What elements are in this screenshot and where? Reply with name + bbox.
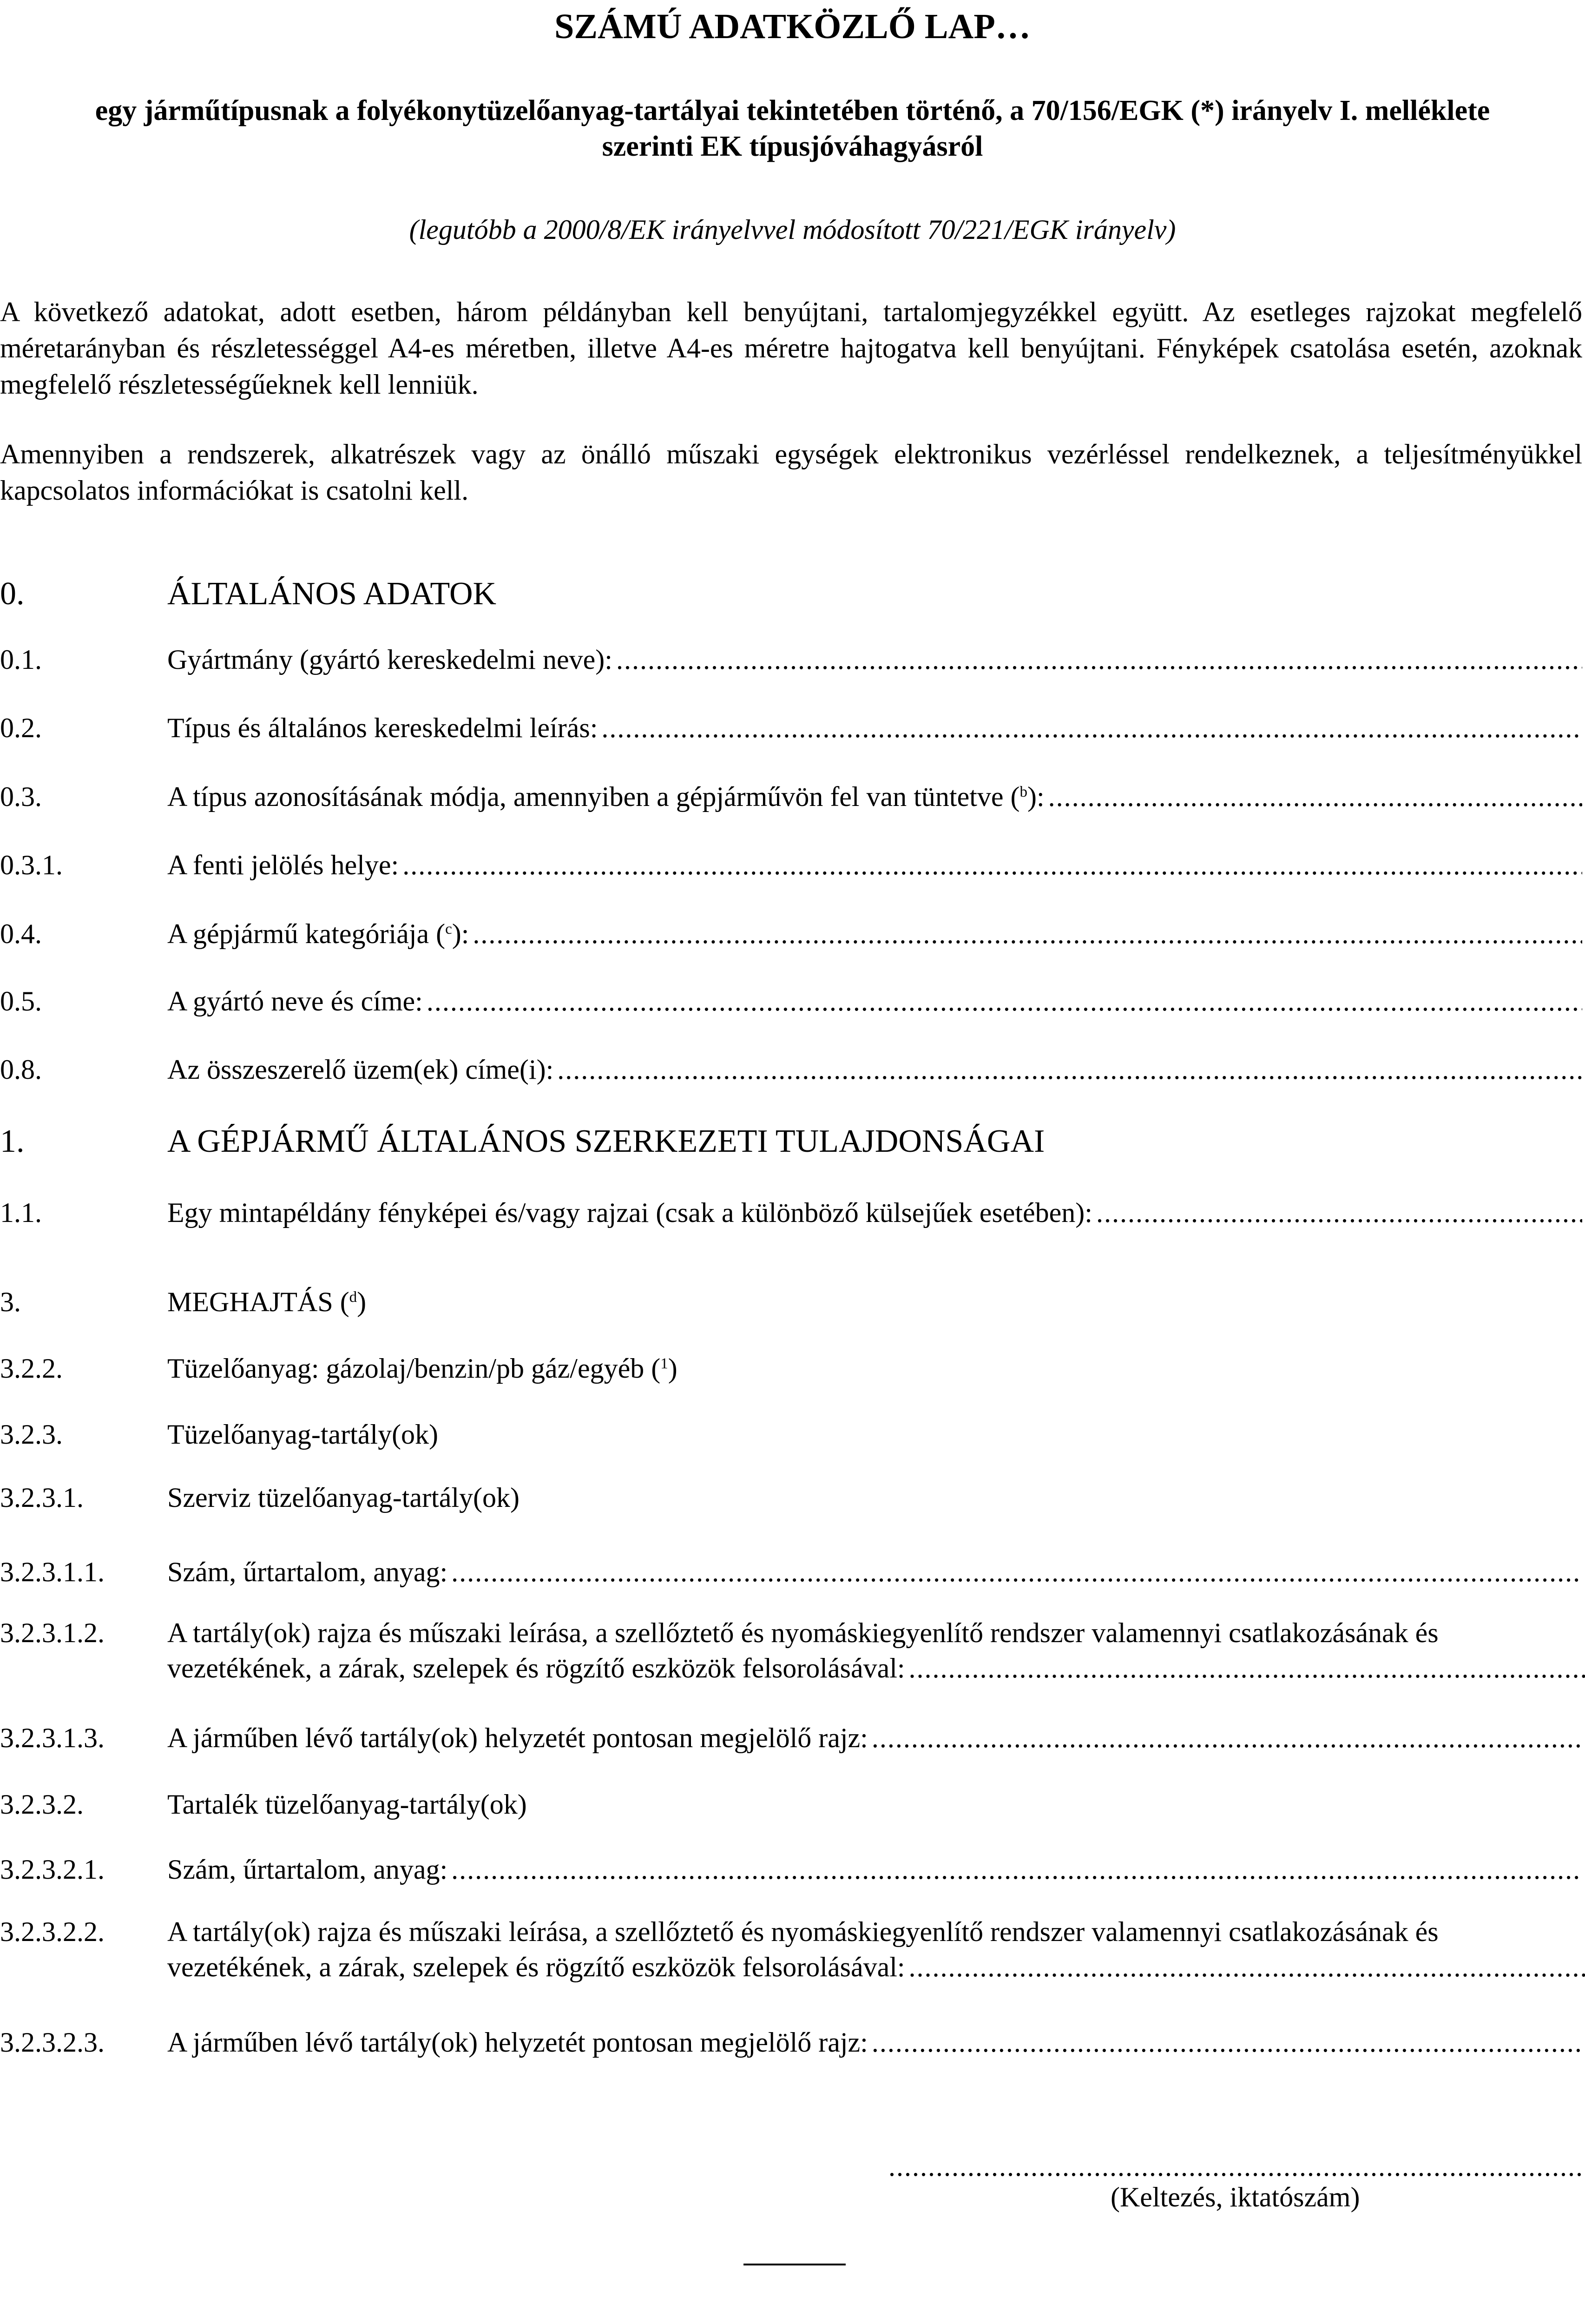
field-number: 1.1.	[0, 1197, 42, 1228]
footnote-ref: c	[445, 921, 452, 938]
field-number: 3.2.3.2.1.	[0, 1854, 105, 1885]
field-number: 0.1.	[0, 644, 42, 675]
field-number: 3.2.3.1.1.	[0, 1557, 105, 1587]
amended-directive-note: (legutóbb a 2000/8/EK irányelvvel módosított 70/221/EGK irányelv)	[409, 214, 1176, 245]
field-label: Tüzelőanyag-tartály(ok)	[167, 1419, 439, 1450]
field-number: 0.4.	[0, 918, 42, 949]
field-number: 3.2.2.	[0, 1353, 63, 1384]
fill-in-line	[402, 847, 1582, 883]
field-number: 0.8.	[0, 1054, 42, 1085]
field-label: Szám, űrtartalom, anyag:	[167, 1557, 448, 1587]
intro-paragraph-2: Amennyiben a rendszerek, alkatrészek vagy az önálló műszaki egységek elektronikus vezérléssel rendelkeznek, a teljesítményükkel kapcsolatos információkat is csatolni kell.	[0, 439, 1582, 506]
fill-in-line	[451, 1851, 1582, 1888]
field-number: 3.2.3.2.2.	[0, 1916, 105, 1947]
field-3-2-3-2-2	[0, 1914, 1582, 1985]
field-3-2-3-1	[0, 1479, 1582, 1516]
field-3-2-3	[0, 1416, 1582, 1452]
section-1-heading	[0, 1120, 1582, 1162]
fill-in-line	[601, 710, 1582, 746]
fill-in-line	[909, 1949, 1585, 1985]
field-3-2-3-2-3	[0, 2024, 1582, 2060]
field-0-3	[0, 779, 1582, 815]
field-label: A járműben lévő tartály(ok) helyzetét pontosan megjelölő rajz:	[167, 2027, 868, 2058]
field-number: 0.5.	[0, 986, 42, 1017]
field-label: A típus azonosításának módja, amennyiben a gépjárművön fel van tüntetve ($^b$):	[167, 781, 1045, 812]
signature-caption: (Keltezés, iktatószám)	[1111, 2182, 1360, 2212]
field-label: A gépjármű kategóriája ($^c$):	[167, 918, 469, 949]
field-label: Tüzelőanyag: gázolaj/benzin/pb gáz/egyéb ($^1$)	[167, 1353, 677, 1384]
field-1-1	[0, 1195, 1582, 1231]
section-title: A GÉPJÁRMŰ ÁLTALÁNOS SZERKEZETI TULAJDONSÁGAI	[167, 1123, 1045, 1159]
field-number: 3.2.3.	[0, 1419, 63, 1450]
field-3-2-3-2-1	[0, 1851, 1582, 1888]
field-label: A járműben lévő tartály(ok) helyzetét pontosan megjelölő rajz:	[167, 1723, 868, 1753]
fill-in-line	[1096, 1195, 1582, 1231]
footnote-ref: 1	[660, 1355, 668, 1373]
fill-in-line	[451, 1554, 1582, 1590]
field-3-2-2	[0, 1350, 1582, 1386]
field-label: Szerviz tüzelőanyag-tartály(ok)	[167, 1482, 520, 1513]
field-label: Gyártmány (gyártó kereskedelmi neve):	[167, 644, 612, 675]
field-label: A fenti jelölés helye:	[167, 850, 399, 880]
field-label-line2: vezetékének, a zárak, szelepek és rögzítő eszközök felsorolásával:	[167, 1952, 905, 1982]
fill-in-line	[473, 916, 1582, 952]
form-subtitle-line1: egy járműtípusnak a folyékonytüzelőanyag-tartályai tekintetében történő, a 70/156/EGK (*) irányelv I. melléklete	[95, 95, 1490, 126]
field-number: 3.2.3.2.3.	[0, 2027, 105, 2058]
footnote-ref: b	[1019, 784, 1027, 801]
fill-in-line	[872, 1720, 1582, 1756]
section-3-heading	[0, 1284, 1582, 1320]
field-label: Tartalék tüzelőanyag-tartály(ok)	[167, 1789, 527, 1820]
field-number: 0.3.	[0, 781, 42, 812]
field-label-line1: A tartály(ok) rajza és műszaki leírása, a szellőztető és nyomáskiegyenlítő rendszer valamennyi csatlakozásának és	[167, 1916, 1439, 1947]
field-number: 3.2.3.1.	[0, 1482, 84, 1513]
section-number: 1.	[0, 1123, 25, 1159]
field-0-4	[0, 916, 1582, 952]
field-3-2-3-1-1	[0, 1554, 1582, 1590]
field-label: Az összeszerelő üzem(ek) címe(i):	[167, 1054, 554, 1085]
intro-paragraph-1: A következő adatokat, adott esetben, három példányban kell benyújtani, tartalomjegyzékkel együtt. Az esetleges rajzokat megfelelő méretarányban és részletességgel A4-es méretben, illetve A4-es méretre hajtogatva kell benyújtani. Fényképek csatolása esetén, azoknak megfelelő részletességűeknek kell lenniük.	[0, 297, 1582, 400]
field-0-8	[0, 1051, 1582, 1088]
section-0-heading	[0, 573, 1582, 615]
fill-in-line	[872, 2024, 1582, 2060]
field-label-line2: vezetékének, a zárak, szelepek és rögzítő eszközök felsorolásával:	[167, 1653, 905, 1684]
fill-in-line	[1048, 779, 1582, 815]
field-number: 0.3.1.	[0, 850, 63, 880]
footnote-ref: d	[349, 1289, 357, 1306]
field-label: Típus és általános kereskedelmi leírás:	[167, 713, 598, 743]
fill-in-line	[557, 1051, 1582, 1088]
fill-in-line	[616, 641, 1582, 678]
fill-in-line	[427, 983, 1582, 1019]
form-subtitle-line2: szerinti EK típusjóváhagyásról	[602, 131, 983, 162]
field-label: Szám, űrtartalom, anyag:	[167, 1854, 448, 1885]
field-0-1	[0, 641, 1582, 678]
field-3-2-3-1-3	[0, 1720, 1582, 1756]
section-title: ÁLTALÁNOS ADATOK	[167, 576, 497, 612]
section-number: 3.	[0, 1287, 21, 1317]
fill-in-line	[909, 1651, 1585, 1686]
field-0-3-1	[0, 847, 1582, 883]
end-separator	[743, 2264, 846, 2265]
field-number: 3.2.3.2.	[0, 1789, 84, 1820]
section-number: 0.	[0, 576, 25, 612]
form-title: SZÁMÚ ADATKÖZLŐ LAP…	[554, 7, 1031, 46]
field-number: 3.2.3.1.3.	[0, 1723, 105, 1753]
field-number: 3.2.3.1.2.	[0, 1618, 105, 1648]
section-title: MEGHAJTÁS ($^d$)	[167, 1287, 367, 1317]
field-3-2-3-2	[0, 1786, 1582, 1822]
field-0-2	[0, 710, 1582, 746]
field-label: A gyártó neve és címe:	[167, 986, 423, 1017]
field-3-2-3-1-2	[0, 1615, 1582, 1686]
field-number: 0.2.	[0, 713, 42, 743]
field-label-line1: A tartály(ok) rajza és műszaki leírása, a szellőztető és nyomáskiegyenlítő rendszer valamennyi csatlakozásának és	[167, 1618, 1439, 1648]
field-0-5	[0, 983, 1582, 1019]
field-label: Egy mintapéldány fényképei és/vagy rajzai (csak a különböző külsejűek esetében):	[167, 1197, 1092, 1228]
